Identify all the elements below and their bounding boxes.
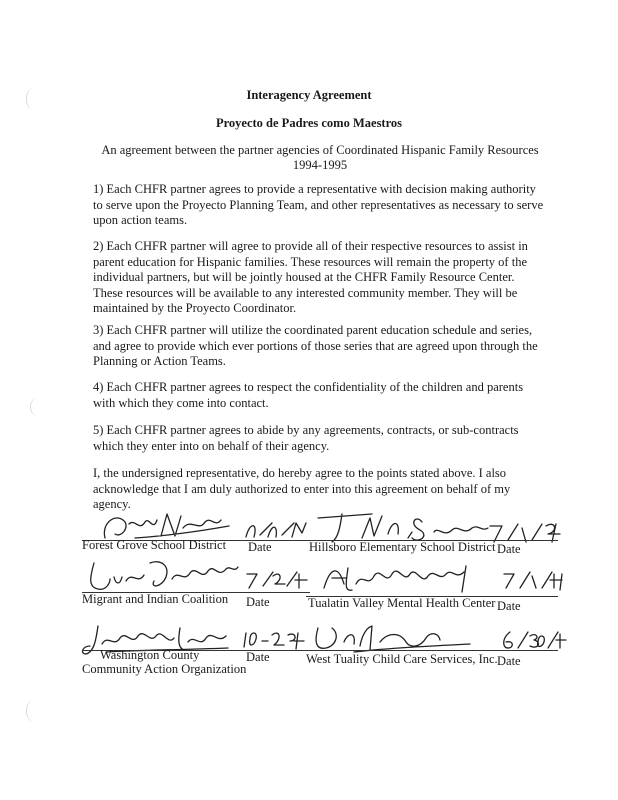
- paragraph-line: agency.: [93, 497, 131, 511]
- date-label: Date: [497, 599, 521, 613]
- agreement-intro: [60, 143, 580, 173]
- intro-year: 1994-1995: [292, 158, 348, 172]
- paragraph-line: 5) Each CHFR partner agrees to abide by any agreements, contracts, or sub-contracts: [93, 423, 519, 437]
- date-label: Date: [497, 654, 521, 668]
- date-label: Date: [246, 595, 270, 609]
- paragraph-1: [93, 182, 543, 229]
- paragraph-4: [93, 380, 523, 411]
- paragraph-line: which they enter into on behalf of their agency.: [93, 438, 330, 453]
- paragraph-line: parent education for Hispanic families. These resources will remain the property of the: [93, 254, 527, 269]
- paragraph-3: [93, 323, 538, 370]
- acknowledgement-paragraph: [93, 466, 510, 513]
- paragraph-line: with which they come into contact.: [93, 395, 269, 410]
- paragraph-line: acknowledge that I am duly authorized to enter into this agreement on behalf of my: [93, 481, 511, 496]
- paragraph-line: individual partners, but will be jointly housed at the CHFR Family Resource Center.: [93, 270, 515, 284]
- punch-hole-mark: [30, 398, 45, 416]
- paragraph-line: to serve upon the Proyecto Planning Team, and other representatives as necessary to serve: [93, 197, 544, 212]
- intro-line: An agreement between the partner agencies of Coordinated Hispanic Family Resources: [101, 143, 539, 157]
- paragraph-2: [93, 239, 528, 317]
- paragraph-line: These resources will be available to any interested community member. They will be: [93, 285, 518, 300]
- date-label: Date: [497, 542, 521, 556]
- paragraph-line: I, the undersigned representative, do hereby agree to the points stated above. I also: [93, 466, 507, 480]
- paragraph-line: Planning or Action Teams.: [93, 354, 226, 368]
- date-handwritten-migrant: [243, 566, 313, 594]
- paragraph-line: 2) Each CHFR partner will agree to provide all of their respective resources to assist in: [93, 239, 528, 253]
- document-title: Interagency Agreement: [246, 88, 372, 102]
- org-tualatin: Tualatin Valley Mental Health Center: [308, 596, 496, 610]
- org-migrant-coalition: Migrant and Indian Coalition: [82, 592, 229, 606]
- paragraph-line: upon action teams.: [93, 213, 188, 227]
- date-label: Date: [246, 650, 270, 664]
- paragraph-line: maintained by the Proyecto Coordinator.: [93, 301, 297, 315]
- punch-hole-mark: [26, 700, 41, 722]
- paragraph-5: [93, 423, 519, 454]
- paragraph-line: 3) Each CHFR partner will utilize the coordinated parent education schedule and series,: [93, 323, 533, 337]
- date-label: Date: [248, 540, 272, 554]
- document-subtitle: Proyecto de Padres como Maestros: [215, 116, 403, 130]
- org-hillsboro: Hillsboro Elementary School District: [309, 540, 496, 554]
- paragraph-line: 4) Each CHFR partner agrees to respect the confidentiality of the children and parents: [93, 380, 524, 394]
- signature-tualatin: [316, 558, 486, 598]
- paragraph-line: 1) Each CHFR partner agrees to provide a representative with decision making authority: [93, 182, 536, 196]
- org-forest-grove: Forest Grove School District: [82, 538, 227, 552]
- date-handwritten-west-tuality: [500, 628, 570, 652]
- org-west-tuality: West Tuality Child Care Services, Inc.: [306, 652, 498, 666]
- org-washington-county: Washington County: [100, 648, 200, 662]
- date-handwritten-tualatin: [500, 568, 570, 594]
- signature-line: [306, 650, 558, 651]
- paragraph-line: and agree to provide which ever portions of those series that are agreed upon through the: [93, 338, 538, 353]
- org-washington-county-line2: Community Action Organization: [82, 662, 247, 676]
